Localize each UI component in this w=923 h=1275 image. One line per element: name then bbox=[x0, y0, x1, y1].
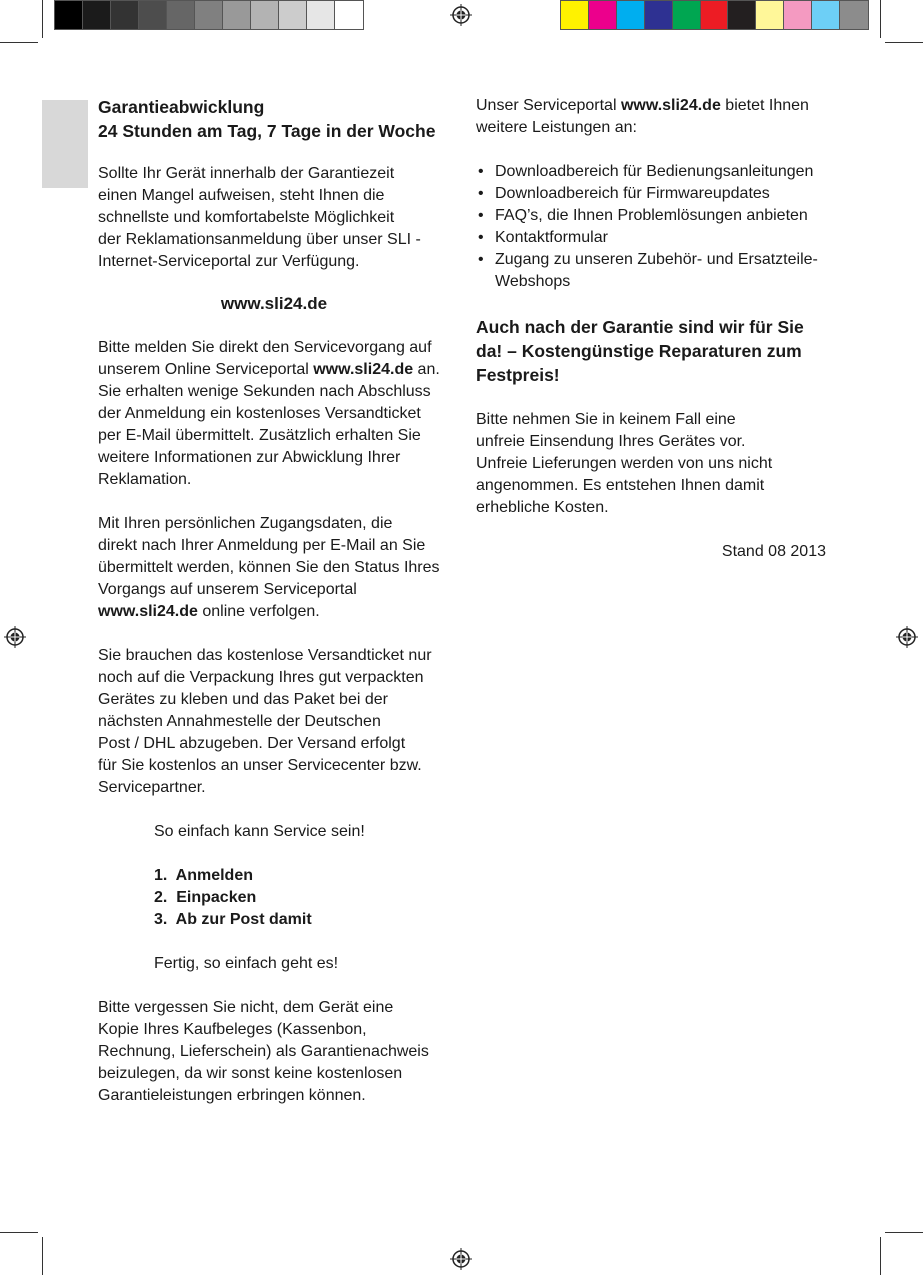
color-swatch bbox=[673, 1, 701, 29]
color-swatch bbox=[784, 1, 812, 29]
registration-mark-icon bbox=[4, 626, 26, 648]
right-column bbox=[476, 95, 826, 563]
color-swatch bbox=[335, 1, 363, 29]
intro-paragraph: Sollte Ihr Gerät innerhalb der Garantiezeit einen Mangel aufweisen, steht Ihnen die schnellste und komfortabelste Möglichkeit der Reklamationsanmeldung über unser SLI - Internet-Serviceportal zur Verfügung. bbox=[98, 165, 421, 270]
section-heading: Garantieabwicklung bbox=[98, 97, 265, 117]
easy-service-text: So einfach kann Service sein! bbox=[154, 823, 365, 840]
unfree-shipping-paragraph: Bitte nehmen Sie in keinem Fall eine unfreie Einsendung Ihres Gerätes vor. Unfreie Lieferungen werden von uns nicht angenommen. Es entstehen Ihnen damit erhebliche Kosten. bbox=[476, 411, 773, 516]
list-item: • Downloadbereich für Firmwareupdates bbox=[476, 183, 826, 205]
color-swatch bbox=[561, 1, 589, 29]
crop-mark bbox=[42, 0, 43, 38]
color-swatch bbox=[251, 1, 279, 29]
crop-mark bbox=[880, 1237, 881, 1275]
website-link[interactable]: www.sli24.de bbox=[313, 361, 414, 378]
color-swatch bbox=[111, 1, 139, 29]
color-swatch bbox=[83, 1, 111, 29]
receipt-paragraph: Bitte vergessen Sie nicht, dem Gerät eine Kopie Ihres Kaufbeleges (Kassenbon, Rechnung, Lieferschein) als Garantienachweis beizulegen, da wir sonst keine kostenlosen Garantieleistungen erbringen können. bbox=[98, 999, 429, 1104]
services-intro: Unser Serviceportal www.sli24.de bietet Ihnen weitere Leistungen an: bbox=[476, 97, 809, 136]
website-link[interactable]: www.sli24.de bbox=[98, 603, 198, 620]
shipping-paragraph: Sie brauchen das kostenlose Versandticket nur noch auf die Verpackung Ihres gut verpackten Gerätes zu kleben und das Paket bei der nächsten Annahmestelle der Deutschen Post / DHL abzugeben. Der Versand erfolgt für Sie kostenlos an unser Servicecenter bzw. Servicepartner. bbox=[98, 647, 432, 796]
registration-mark-icon bbox=[450, 1248, 472, 1270]
step-item: 1. Anmelden bbox=[154, 867, 253, 884]
color-swatch bbox=[223, 1, 251, 29]
website-link[interactable]: www.sli24.de bbox=[220, 294, 328, 313]
list-item: • Kontaktformular bbox=[476, 227, 826, 249]
color-swatch bbox=[840, 1, 868, 29]
list-item: • Downloadbereich für Bedienungsanleitungen bbox=[476, 161, 826, 183]
website-link[interactable]: www.sli24.de bbox=[620, 97, 721, 114]
list-item: • FAQ’s, die Ihnen Problemlösungen anbieten bbox=[476, 205, 826, 227]
registration-paragraph: Bitte melden Sie direkt den Servicevorgang auf unserem Online Serviceportal www.sli24.de an. Sie erhalten wenige Sekunden nach Abschluss der Anmeldung ein kostenloses Versandticket per E-Mail übermittelt. Zusätzlich erhalten Sie weitere Informationen zur Abwicklung Ihrer Reklamation. bbox=[98, 339, 440, 488]
steps-list bbox=[98, 865, 450, 931]
registration-mark-icon bbox=[896, 626, 918, 648]
crop-mark bbox=[42, 1237, 43, 1275]
done-text: Fertig, so einfach geht es! bbox=[154, 955, 339, 972]
list-item: • Zugang zu unseren Zubehör- und Ersatzteile- Webshops bbox=[476, 249, 826, 293]
color-swatch bbox=[756, 1, 784, 29]
grayscale-bar bbox=[54, 0, 364, 30]
color-swatch bbox=[645, 1, 673, 29]
crop-mark bbox=[885, 42, 923, 43]
step-item: 2. Einpacken bbox=[154, 889, 257, 906]
color-swatch bbox=[279, 1, 307, 29]
crop-mark bbox=[0, 42, 38, 43]
after-warranty-heading: Auch nach der Garantie sind wir für Sie da! – Kostengünstige Reparaturen zum Festpreis! bbox=[476, 317, 804, 385]
color-swatch bbox=[701, 1, 729, 29]
color-swatch bbox=[617, 1, 645, 29]
section-subheading: 24 Stunden am Tag, 7 Tage in der Woche bbox=[98, 121, 436, 141]
color-bar bbox=[560, 0, 869, 30]
color-swatch bbox=[167, 1, 195, 29]
step-item: 3. Ab zur Post damit bbox=[154, 911, 312, 928]
registration-mark-icon bbox=[450, 4, 472, 26]
services-list bbox=[476, 161, 826, 293]
color-swatch bbox=[728, 1, 756, 29]
language-tab bbox=[42, 100, 88, 188]
color-swatch bbox=[139, 1, 167, 29]
crop-mark bbox=[880, 0, 881, 38]
color-swatch bbox=[812, 1, 840, 29]
color-swatch bbox=[589, 1, 617, 29]
color-swatch bbox=[195, 1, 223, 29]
crop-mark bbox=[885, 1232, 923, 1233]
color-swatch bbox=[55, 1, 83, 29]
version-stamp: Stand 08 2013 bbox=[721, 543, 826, 560]
status-paragraph: Mit Ihren persönlichen Zugangsdaten, die direkt nach Ihrer Anmeldung per E-Mail an Sie übermittelt werden, können Sie den Status Ihres Vorgangs auf unserem Serviceportal www.sli24.de online verfolgen. bbox=[98, 515, 440, 620]
color-swatch bbox=[307, 1, 335, 29]
crop-mark bbox=[0, 1232, 38, 1233]
left-column bbox=[98, 95, 450, 1107]
